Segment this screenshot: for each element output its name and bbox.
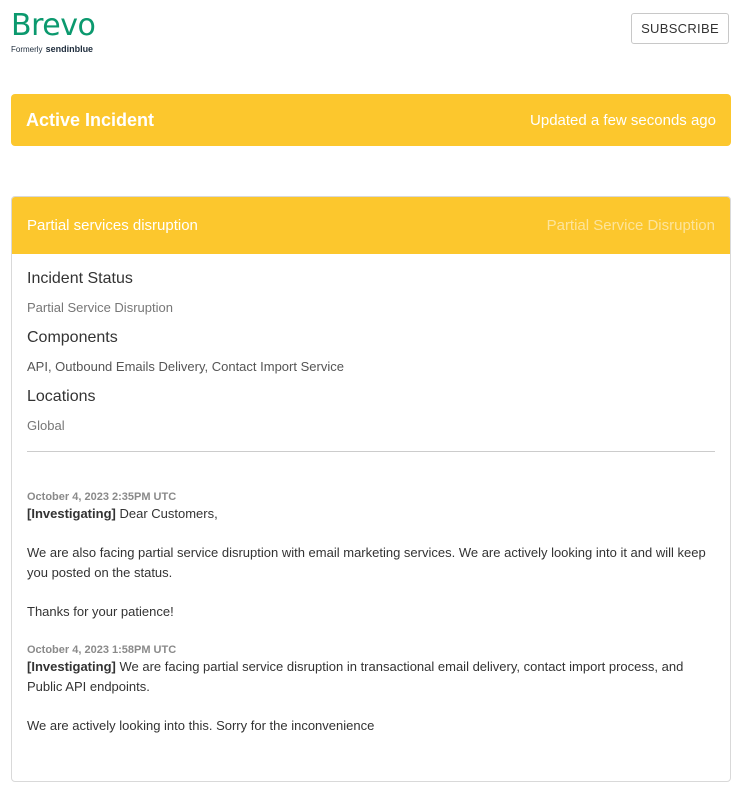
- logo-tagline: [11, 44, 95, 55]
- update-status-tag: [Investigating]: [27, 659, 116, 674]
- locations-value: Global: [27, 418, 65, 433]
- update-paragraph: [27, 504, 715, 524]
- incident-status-label: Incident Status: [27, 270, 133, 287]
- logo-wordmark: Brevo: [11, 8, 96, 43]
- logo-former-brand: sendinblue: [45, 44, 94, 54]
- incident-updates: [27, 490, 715, 736]
- update-timestamp: October 4, 2023 1:58PM UTC: [27, 644, 177, 656]
- components-value: API, Outbound Emails Delivery, Contact Import Service: [27, 359, 344, 374]
- update-timestamp: October 4, 2023 2:35PM UTC: [27, 491, 177, 503]
- update-paragraph: We are also facing partial service disruption with email marketing services. We are actively looking into it and will keep you posted on the status.: [27, 545, 706, 580]
- update-text: We are facing partial service disruption in transactional email delivery, contact import process, and Public API endpoints.: [27, 659, 684, 694]
- updated-timestamp: Updated a few seconds ago: [530, 111, 716, 129]
- update-paragraph: Thanks for your patience!: [27, 604, 174, 619]
- subscribe-button[interactable]: SUBSCRIBE: [631, 13, 729, 44]
- logo-formerly-text: Formerly: [11, 45, 43, 54]
- incident-title[interactable]: Partial services disruption: [27, 217, 198, 234]
- update-status-tag: [Investigating]: [27, 506, 116, 521]
- page-header: [0, 0, 742, 80]
- incident-status-tag: Partial Service Disruption: [546, 217, 715, 234]
- incident-card: [11, 196, 731, 782]
- incident-header[interactable]: [12, 197, 730, 254]
- locations-label: Locations: [27, 388, 96, 405]
- section-divider: [27, 451, 715, 452]
- brevo-logo[interactable]: [11, 10, 95, 55]
- active-incident-title: Active Incident: [26, 109, 155, 130]
- incident-status-value: Partial Service Disruption: [27, 300, 173, 315]
- update-body: [27, 504, 715, 622]
- update-body: [27, 657, 715, 736]
- incident-update: [27, 643, 715, 736]
- update-paragraph: [27, 657, 715, 697]
- incident-update: [27, 490, 715, 622]
- components-label: Components: [27, 329, 118, 346]
- update-paragraph: We are actively looking into this. Sorry for the inconvenience: [27, 718, 375, 733]
- active-incident-banner: [11, 94, 731, 146]
- incident-details: [12, 254, 730, 736]
- update-text: Dear Customers,: [119, 506, 218, 521]
